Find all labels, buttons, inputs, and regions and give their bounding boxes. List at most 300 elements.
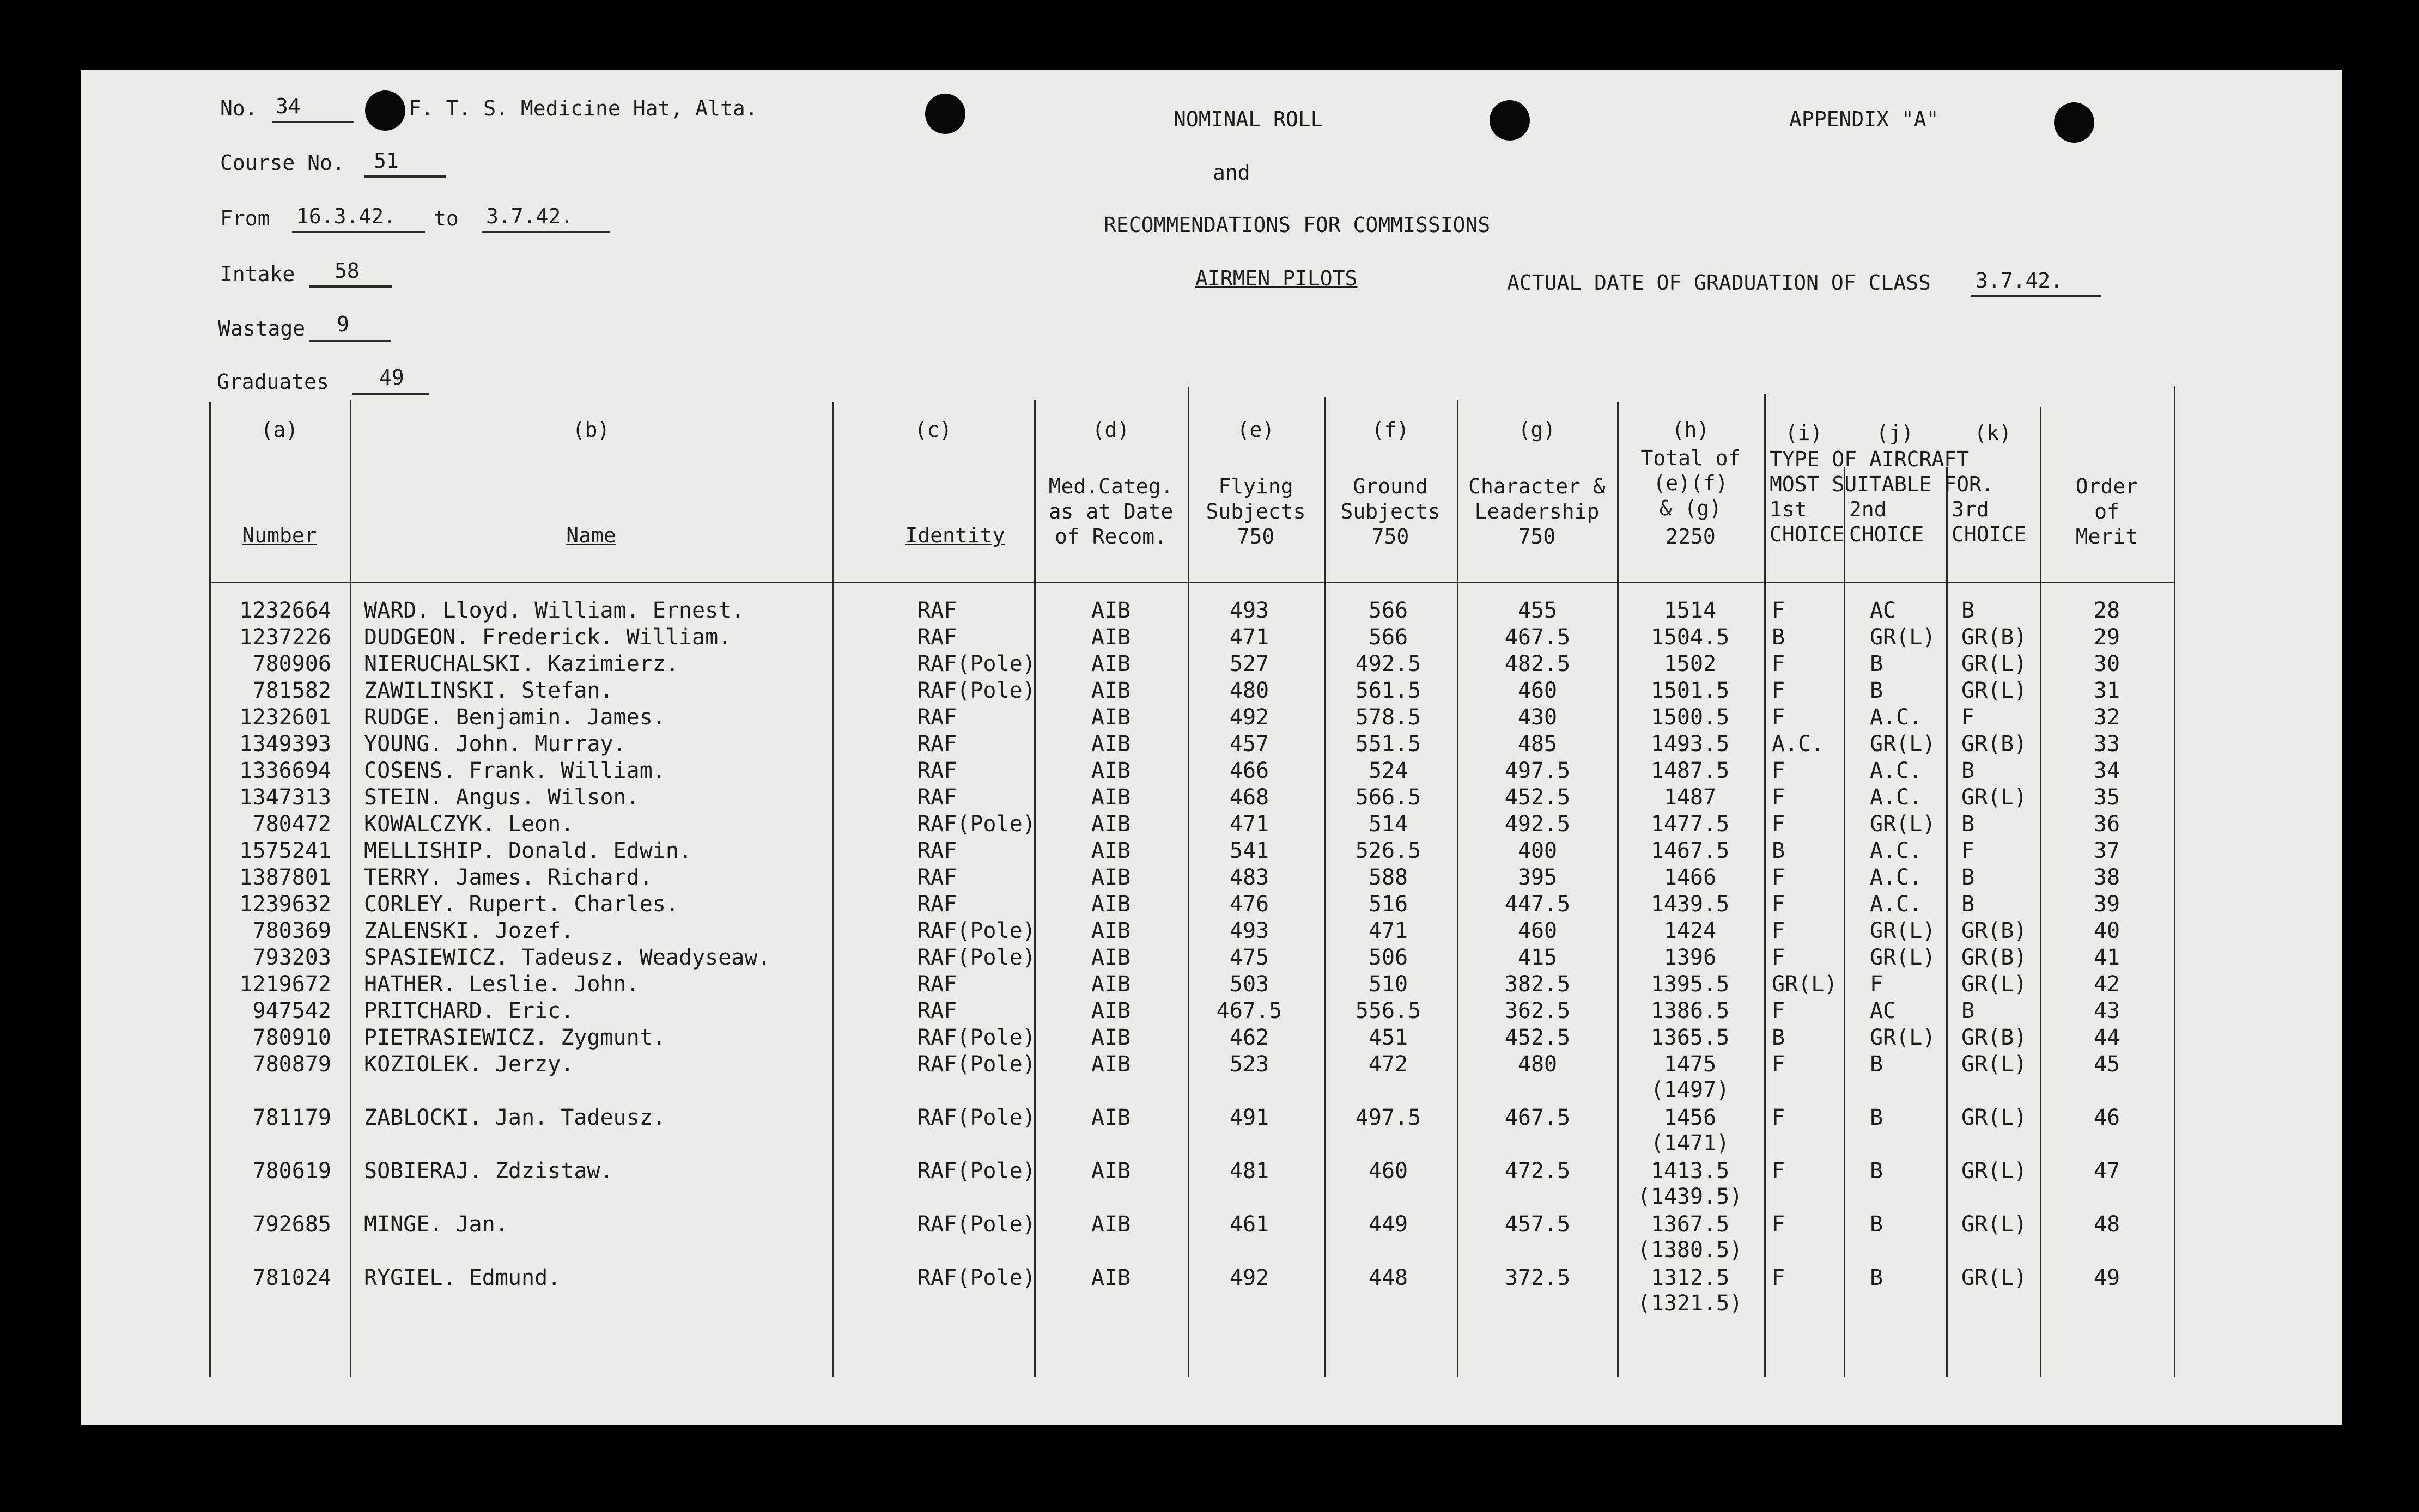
cell-c1: F [1772, 678, 1785, 703]
cell-merit: 49 [2093, 1265, 2120, 1290]
cell-c1: F [1772, 892, 1785, 917]
cell-ground: 578.5 [1355, 705, 1421, 730]
cell-identity: RAF [917, 892, 957, 917]
cell-c3: B [1961, 892, 1975, 917]
cell-number: 780472 [252, 812, 331, 837]
col-b-header: Name [566, 523, 616, 547]
cell-c3: GR(L) [1961, 651, 2027, 676]
table-row [81, 1157, 2342, 1209]
cell-merit: 44 [2093, 1025, 2120, 1050]
cell-med: AIB [1091, 972, 1131, 997]
cell-total-bracketed: (1321.5) [1637, 1291, 1743, 1316]
col-i-line1: 1st [1770, 497, 1807, 521]
cell-c2: B [1870, 1105, 1883, 1130]
title-airmen-pilots: AIRMEN PILOTS [1195, 266, 1358, 290]
cell-number: 780369 [252, 918, 331, 943]
cell-character: 460 [1517, 678, 1558, 703]
cell-ground: 510 [1368, 972, 1408, 997]
col-j-line1: 2nd [1849, 497, 1887, 521]
cell-c2: GR(L) [1870, 918, 1936, 943]
cell-flying: 471 [1229, 625, 1269, 650]
cell-c1: F [1772, 705, 1785, 730]
col-c-header: Identity [905, 523, 1005, 547]
cell-total: 1475 [1663, 1052, 1717, 1077]
cell-c1: F [1772, 998, 1785, 1023]
cell-ground: 492.5 [1355, 651, 1421, 676]
cell-c1: F [1772, 1105, 1785, 1130]
cell-flying: 503 [1229, 972, 1269, 997]
cell-med: AIB [1091, 785, 1131, 810]
cell-c1: F [1772, 758, 1785, 783]
cell-number: 781024 [252, 1265, 331, 1290]
cell-med: AIB [1091, 945, 1131, 970]
cell-identity: RAF [917, 705, 957, 730]
cell-merit: 31 [2093, 678, 2120, 703]
cell-identity: RAF [917, 598, 957, 623]
graduates-label: Graduates [217, 370, 329, 394]
cell-c3: GR(L) [1961, 678, 2027, 703]
col-d-line3: of Recom. [1055, 525, 1167, 548]
cell-name: ZAWILINSKI. Stefan. [364, 678, 613, 703]
cell-number: 1575241 [239, 838, 331, 863]
to-label: to [434, 206, 459, 230]
cell-med: AIB [1091, 731, 1131, 757]
cell-c1: F [1772, 1265, 1785, 1290]
col-h-line3: & (g) [1659, 496, 1722, 520]
cell-c3: GR(L) [1961, 1052, 2027, 1077]
cell-c3: F [1961, 838, 1975, 863]
cell-c3: GR(B) [1961, 625, 2027, 650]
cell-merit: 39 [2093, 892, 2120, 917]
cell-character: 492.5 [1504, 812, 1571, 837]
table-row [81, 677, 2342, 704]
cell-character: 472.5 [1504, 1159, 1571, 1184]
cell-med: AIB [1091, 651, 1131, 676]
table-row [81, 810, 2342, 838]
cell-number: 781179 [252, 1105, 331, 1130]
cell-med: AIB [1091, 705, 1131, 730]
cell-number: 780910 [252, 1025, 331, 1050]
cell-name: MINGE. Jan. [364, 1212, 508, 1237]
cell-character: 480 [1517, 1052, 1558, 1077]
cell-character: 460 [1517, 918, 1558, 943]
cell-number: 1239632 [239, 892, 331, 917]
cell-merit: 41 [2093, 945, 2120, 970]
table-row [81, 864, 2342, 891]
cell-identity: RAF [917, 865, 957, 890]
cell-merit: 48 [2093, 1212, 2120, 1237]
cell-name: PIETRASIEWICZ. Zygmunt. [364, 1025, 666, 1050]
cell-ground: 497.5 [1355, 1105, 1421, 1130]
cell-flying: 492 [1229, 1265, 1269, 1290]
cell-merit: 33 [2093, 731, 2120, 757]
cell-character: 372.5 [1504, 1265, 1571, 1290]
table-row [81, 704, 2342, 731]
cell-name: CORLEY. Rupert. Charles. [364, 892, 679, 917]
graduation-date: 3.7.42. [1976, 269, 2063, 292]
cell-merit: 29 [2093, 625, 2120, 650]
cell-flying: 480 [1229, 678, 1269, 703]
cell-c3: GR(B) [1961, 918, 2027, 943]
cell-name: SOBIERAJ. Zdzistaw. [364, 1159, 613, 1184]
cell-name: RYGIEL. Edmund. [364, 1265, 561, 1290]
cell-merit: 37 [2093, 838, 2120, 863]
cell-c2: A.C. [1870, 838, 1923, 863]
cell-name: COSENS. Frank. William. [364, 758, 666, 783]
cell-character: 362.5 [1504, 998, 1571, 1023]
cell-c2: GR(L) [1870, 731, 1936, 757]
cell-c1: F [1772, 785, 1785, 810]
cell-identity: RAF [917, 785, 957, 810]
cell-med: AIB [1091, 838, 1131, 863]
col-g-line1: Character & [1468, 474, 1606, 498]
cell-identity: RAF(Pole) [917, 1052, 1036, 1077]
to-date: 3.7.42. [486, 204, 574, 228]
cell-ground: 526.5 [1355, 838, 1421, 863]
cell-character: 457.5 [1504, 1212, 1571, 1237]
table-row [81, 1264, 2342, 1316]
table-row [81, 837, 2342, 864]
cell-total: 1456 [1663, 1105, 1717, 1130]
cell-c1: F [1772, 1159, 1785, 1184]
col-f-line1: Ground [1353, 474, 1428, 498]
cell-c3: B [1961, 812, 1975, 837]
cell-c2: B [1870, 1052, 1883, 1077]
cell-character: 497.5 [1504, 758, 1571, 783]
appendix-label: APPENDIX "A" [1789, 107, 1939, 131]
cell-number: 1219672 [239, 972, 331, 997]
cell-c1: GR(L) [1772, 972, 1838, 997]
cell-name: ZABLOCKI. Jan. Tadeusz. [364, 1105, 666, 1130]
cell-flying: 468 [1229, 785, 1269, 810]
cell-flying: 523 [1229, 1052, 1269, 1077]
cell-c3: GR(L) [1961, 1212, 2027, 1237]
cell-character: 455 [1517, 598, 1558, 623]
cell-merit: 35 [2093, 785, 2120, 810]
cell-med: AIB [1091, 1052, 1131, 1077]
cell-c1: B [1772, 1025, 1785, 1050]
cell-number: 781582 [252, 678, 331, 703]
cell-flying: 475 [1229, 945, 1269, 970]
cell-total: 1487 [1663, 785, 1717, 810]
graduation-label: ACTUAL DATE OF GRADUATION OF CLASS [1507, 271, 1931, 295]
cell-c1: F [1772, 865, 1785, 890]
cell-ground: 451 [1368, 1025, 1408, 1050]
cell-flying: 493 [1229, 918, 1269, 943]
cell-flying: 527 [1229, 651, 1269, 676]
graduates-value: 49 [379, 365, 404, 389]
cell-c2: A.C. [1870, 758, 1923, 783]
table-row [81, 730, 2342, 758]
cell-flying: 493 [1229, 598, 1269, 623]
punch-hole-1 [365, 90, 405, 131]
cell-ground: 506 [1368, 945, 1408, 970]
wastage-label: Wastage [218, 316, 306, 340]
cell-med: AIB [1091, 598, 1131, 623]
cell-med: AIB [1091, 1159, 1131, 1184]
cell-total: 1501.5 [1650, 678, 1730, 703]
cell-flying: 466 [1229, 758, 1269, 783]
cell-number: 1232664 [239, 598, 331, 623]
cell-number: 780619 [252, 1159, 331, 1184]
cell-total: 1502 [1663, 651, 1717, 676]
col-h-letter: (h) [1672, 418, 1710, 442]
cell-number: 780906 [252, 651, 331, 676]
cell-total: 1424 [1663, 918, 1717, 943]
cell-merit: 32 [2093, 705, 2120, 730]
col-h-line2: (e)(f) [1653, 471, 1728, 495]
school-name: F. T. S. Medicine Hat, Alta. [409, 96, 758, 120]
cell-c2: GR(L) [1870, 945, 1936, 970]
cell-c3: GR(L) [1961, 785, 2027, 810]
cell-total-bracketed: (1497) [1650, 1077, 1730, 1102]
cell-ground: 588 [1368, 865, 1408, 890]
table-row [81, 597, 2342, 624]
cell-c1: F [1772, 918, 1785, 943]
cell-flying: 491 [1229, 1105, 1269, 1130]
col-f-line3: 750 [1371, 525, 1409, 548]
cell-c3: B [1961, 998, 1975, 1023]
col-h-line4: 2250 [1666, 525, 1716, 548]
cell-ground: 448 [1368, 1265, 1408, 1290]
table-row [81, 971, 2342, 998]
cell-c3: GR(B) [1961, 731, 2027, 757]
cell-character: 400 [1517, 838, 1558, 863]
cell-ground: 516 [1368, 892, 1408, 917]
cell-flying: 471 [1229, 812, 1269, 837]
cell-number: 1387801 [239, 865, 331, 890]
cell-identity: RAF(Pole) [917, 678, 1036, 703]
table-row [81, 1051, 2342, 1102]
document-page [81, 70, 2342, 1425]
col-f-letter: (f) [1371, 418, 1409, 442]
cell-number: 1336694 [239, 758, 331, 783]
cell-flying: 481 [1229, 1159, 1269, 1184]
cell-character: 482.5 [1504, 651, 1571, 676]
cell-flying: 541 [1229, 838, 1269, 863]
cell-identity: RAF [917, 625, 957, 650]
cell-c2: A.C. [1870, 705, 1923, 730]
cell-med: AIB [1091, 1025, 1131, 1050]
cell-med: AIB [1091, 1105, 1131, 1130]
cell-identity: RAF [917, 998, 957, 1023]
cell-merit: 28 [2093, 598, 2120, 623]
cell-total: 1487.5 [1650, 758, 1730, 783]
cell-total: 1395.5 [1650, 972, 1730, 997]
cell-character: 452.5 [1504, 785, 1571, 810]
cell-med: AIB [1091, 625, 1131, 650]
cell-total: 1386.5 [1650, 998, 1730, 1023]
cell-total: 1466 [1663, 865, 1717, 890]
cell-c3: GR(L) [1961, 1159, 2027, 1184]
punch-hole-3 [1490, 100, 1530, 141]
cell-total: 1467.5 [1650, 838, 1730, 863]
cell-character: 467.5 [1504, 1105, 1571, 1130]
cell-c2: A.C. [1870, 785, 1923, 810]
intake-value: 58 [335, 259, 360, 283]
cell-total: 1312.5 [1650, 1265, 1730, 1290]
title-and: and [1213, 161, 1250, 185]
cell-number: 792685 [252, 1212, 331, 1237]
cell-character: 452.5 [1504, 1025, 1571, 1050]
cell-number: 1349393 [239, 731, 331, 757]
punch-hole-4 [2054, 102, 2094, 143]
cell-flying: 457 [1229, 731, 1269, 757]
cell-number: 793203 [252, 945, 331, 970]
col-j-letter: (j) [1876, 421, 1914, 445]
cell-c1: F [1772, 598, 1785, 623]
cell-flying: 461 [1229, 1212, 1269, 1237]
cell-character: 467.5 [1504, 625, 1571, 650]
cell-name: PRITCHARD. Eric. [364, 998, 574, 1023]
cell-total-bracketed: (1439.5) [1637, 1184, 1743, 1209]
cell-c3: GR(L) [1961, 972, 2027, 997]
cell-identity: RAF(Pole) [917, 1212, 1036, 1237]
cell-character: 382.5 [1504, 972, 1571, 997]
cell-c3: B [1961, 598, 1975, 623]
cell-ground: 449 [1368, 1212, 1408, 1237]
table-row [81, 624, 2342, 651]
cell-name: STEIN. Angus. Wilson. [364, 785, 640, 810]
cell-merit: 43 [2093, 998, 2120, 1023]
cell-total: 1413.5 [1650, 1159, 1730, 1184]
cell-total: 1396 [1663, 945, 1717, 970]
cell-identity: RAF [917, 758, 957, 783]
cell-flying: 492 [1229, 705, 1269, 730]
cell-c2: B [1870, 678, 1883, 703]
cell-flying: 462 [1229, 1025, 1269, 1050]
cell-merit: 42 [2093, 972, 2120, 997]
cell-total: 1493.5 [1650, 731, 1730, 757]
cell-total: 1477.5 [1650, 812, 1730, 837]
title-recommendations: RECOMMENDATIONS FOR COMMISSIONS [1104, 213, 1491, 237]
cell-name: DUDGEON. Frederick. William. [364, 625, 732, 650]
col-m-line2: of [2094, 499, 2119, 523]
cell-c3: B [1961, 865, 1975, 890]
cell-total: 1365.5 [1650, 1025, 1730, 1050]
cell-name: NIERUCHALSKI. Kazimierz. [364, 651, 679, 676]
cell-total-bracketed: (1380.5) [1637, 1237, 1743, 1263]
cell-c2: B [1870, 1159, 1883, 1184]
cell-c1: A.C. [1772, 731, 1825, 757]
cell-c2: F [1870, 972, 1883, 997]
from-label: From [220, 206, 270, 230]
cell-c2: AC [1870, 998, 1897, 1023]
col-i-letter: (i) [1785, 421, 1823, 445]
cell-name: TERRY. James. Richard. [364, 865, 653, 890]
cell-identity: RAF(Pole) [917, 651, 1036, 676]
cell-ground: 561.5 [1355, 678, 1421, 703]
cell-name: HATHER. Leslie. John. [364, 972, 640, 997]
cell-c3: GR(B) [1961, 1025, 2027, 1050]
col-k-line2: CHOICE [1952, 522, 2027, 546]
cell-c1: F [1772, 651, 1785, 676]
cell-ground: 566 [1368, 625, 1408, 650]
cell-identity: RAF [917, 731, 957, 757]
cell-name: YOUNG. John. Murray. [364, 731, 627, 757]
cell-number: 1237226 [239, 625, 331, 650]
cell-med: AIB [1091, 1265, 1131, 1290]
cell-c1: B [1772, 625, 1785, 650]
col-d-line1: Med.Categ. [1048, 474, 1174, 498]
cell-c2: A.C. [1870, 892, 1923, 917]
col-d-letter: (d) [1092, 418, 1130, 442]
cell-med: AIB [1091, 758, 1131, 783]
cell-c3: F [1961, 705, 1975, 730]
cell-med: AIB [1091, 892, 1131, 917]
cell-merit: 34 [2093, 758, 2120, 783]
cell-total: 1514 [1663, 598, 1717, 623]
cell-c3: B [1961, 758, 1975, 783]
cell-c1: F [1772, 812, 1785, 837]
cell-ground: 566.5 [1355, 785, 1421, 810]
col-k-line1: 3rd [1952, 497, 1989, 521]
cell-ground: 524 [1368, 758, 1408, 783]
cell-merit: 36 [2093, 812, 2120, 837]
col-m-line3: Merit [2075, 525, 2138, 548]
cell-c2: GR(L) [1870, 1025, 1936, 1050]
col-b-letter: (b) [572, 418, 610, 442]
col-e-letter: (e) [1237, 418, 1275, 442]
aircraft-header-line2: MOST SUITABLE FOR. [1770, 472, 1994, 496]
from-date: 16.3.42. [296, 204, 397, 228]
school-number: 34 [276, 94, 301, 118]
cell-identity: RAF(Pole) [917, 1105, 1036, 1130]
cell-med: AIB [1091, 998, 1131, 1023]
course-label: Course No. [220, 151, 345, 175]
cell-c1: F [1772, 945, 1785, 970]
aircraft-header-line1: TYPE OF AIRCRAFT [1770, 447, 1970, 471]
col-f-line2: Subjects [1340, 499, 1441, 523]
course-number: 51 [374, 149, 399, 173]
col-a-letter: (a) [260, 418, 299, 442]
table-row [81, 944, 2342, 971]
cell-med: AIB [1091, 1212, 1131, 1237]
cell-identity: RAF(Pole) [917, 945, 1036, 970]
col-g-line2: Leadership [1474, 499, 1600, 523]
cell-character: 447.5 [1504, 892, 1571, 917]
cell-name: KOZIOLEK. Jerzy. [364, 1052, 574, 1077]
cell-character: 395 [1517, 865, 1558, 890]
cell-name: SPASIEWICZ. Tadeusz. Weadyseaw. [364, 945, 771, 970]
cell-identity: RAF(Pole) [917, 812, 1036, 837]
cell-total-bracketed: (1471) [1650, 1131, 1730, 1156]
cell-med: AIB [1091, 678, 1131, 703]
cell-identity: RAF(Pole) [917, 1159, 1036, 1184]
col-e-line2: Subjects [1206, 499, 1306, 523]
cell-c2: B [1870, 651, 1883, 676]
cell-flying: 476 [1229, 892, 1269, 917]
cell-med: AIB [1091, 918, 1131, 943]
table-row [81, 650, 2342, 678]
col-e-line1: Flying [1218, 474, 1293, 498]
cell-ground: 551.5 [1355, 731, 1421, 757]
cell-c2: GR(L) [1870, 625, 1936, 650]
cell-merit: 46 [2093, 1105, 2120, 1130]
cell-character: 485 [1517, 731, 1558, 757]
col-i-line2: CHOICE [1770, 522, 1845, 546]
cell-character: 430 [1517, 705, 1558, 730]
table-row [81, 891, 2342, 918]
table-row [81, 1024, 2342, 1051]
col-h-line1: Total of [1640, 446, 1741, 470]
cell-identity: RAF [917, 838, 957, 863]
cell-c2: A.C. [1870, 865, 1923, 890]
punch-hole-2 [925, 94, 965, 134]
cell-flying: 467.5 [1216, 998, 1283, 1023]
wastage-value: 9 [337, 312, 349, 336]
cell-total: 1439.5 [1650, 892, 1730, 917]
